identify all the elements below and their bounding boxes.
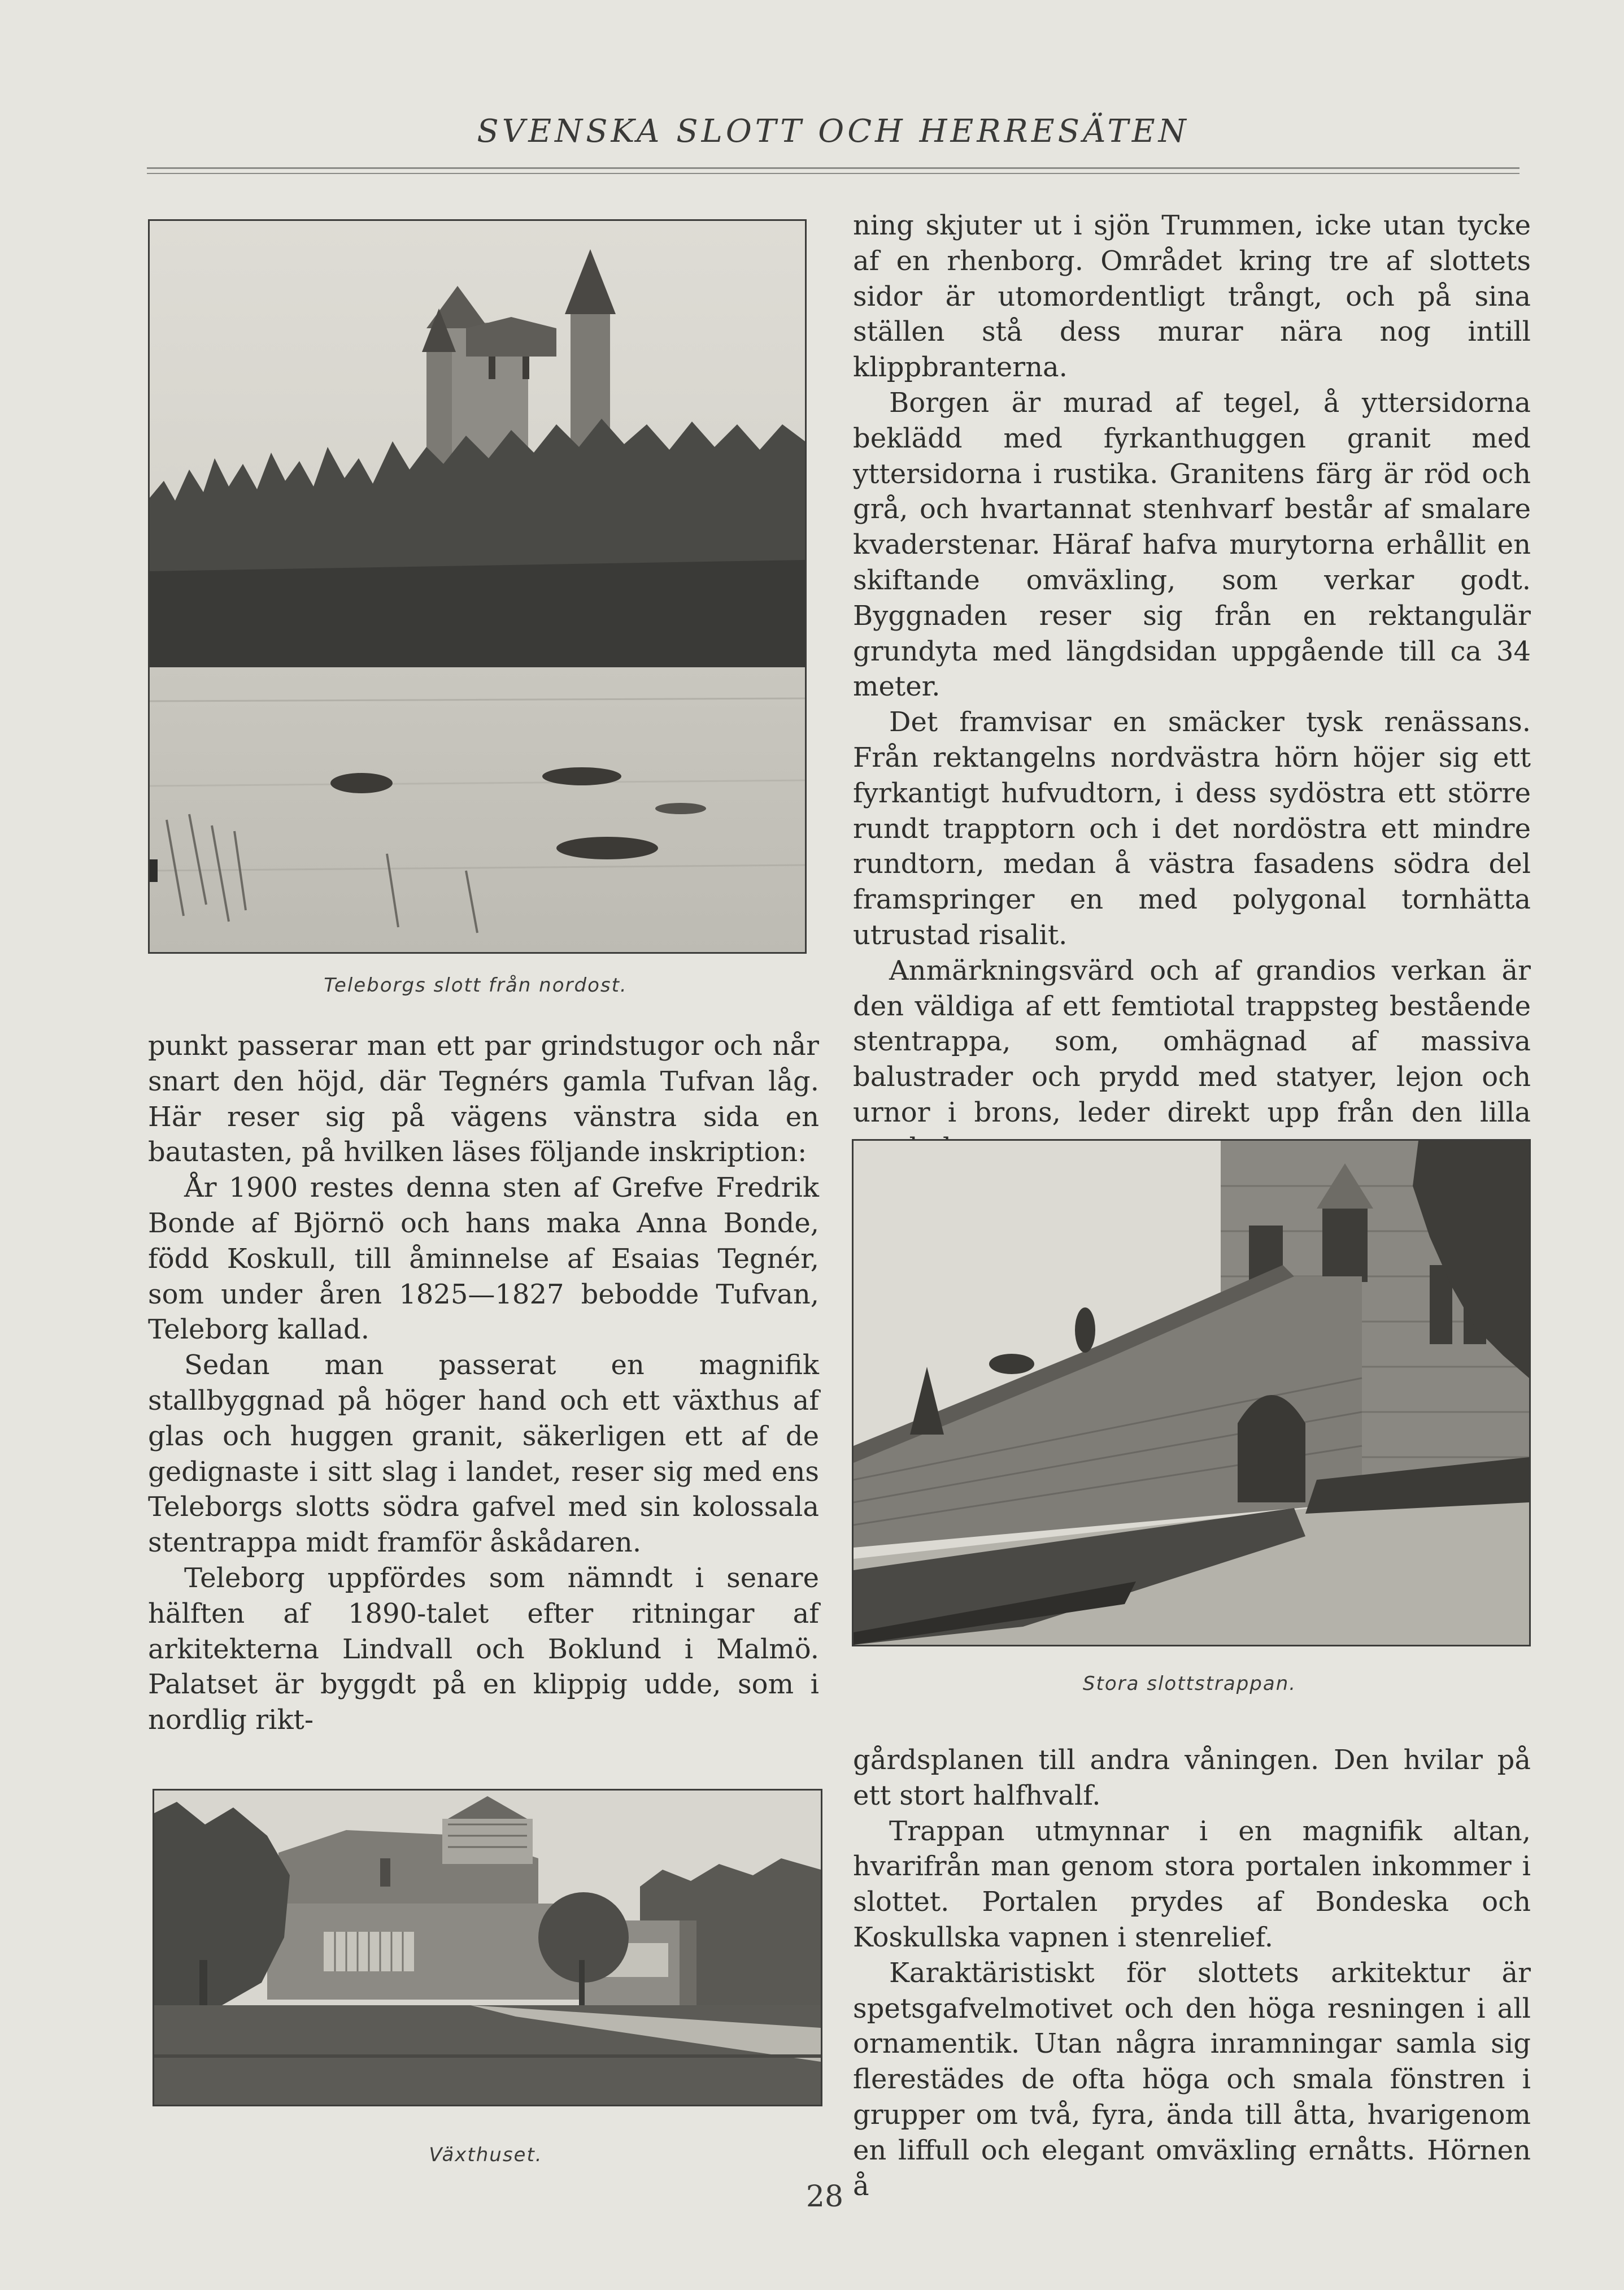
paragraph: Borgen är murad af tegel, å yttersidorna beklädd med fyrkanthuggen granit med yttersidorna i rustika. Granitens färg är röd och grå, och hvartannat stenhvarf består af smalare kvaderstenar. Häraf hafva murytorna erhållit en skiftande omväxling, som verkar godt. Byggnaden reser sig från en rektangulär grundyta med längdsidan uppgående till ca 34 meter. bbox=[853, 386, 1531, 703]
castle-caption: Teleborgs slott från nordost. bbox=[324, 974, 628, 997]
paragraph: Sedan man passerat en magnifik stallbyggnad på höger hand och ett växthus af glas och huggen granit, säkerligen ett af de gedignaste i sitt slag i landet, reser sig med ens Teleborgs slotts södra gafvel med sin kolossala stentrappa midt framför åskådaren. bbox=[148, 1349, 819, 1559]
running-title: SVENSKA SLOTT OCH HERRESÄTEN bbox=[477, 113, 1190, 150]
paragraph: Teleborg uppfördes som nämndt i senare hälften af 1890-talet efter ritningar af arkitekterna Lindvall och Boklund i Malmö. Palatset är byggdt på en klippig udde, som i nordlig rikt- bbox=[148, 1562, 819, 1736]
greenhouse-photo bbox=[153, 1789, 822, 2106]
paragraph: gårdsplanen till andra våningen. Den hvilar på ett stort halfhvalf. bbox=[853, 1744, 1531, 1811]
paragraph: Anmärkningsvärd och af grandios verkan är den väldiga af ett femtiotal trappsteg bestående stentrappa, som, omhägnad af massiva balustrader och prydd med statyer, lejon och urnor i brons, leder direkt upp från den lilla bbox=[853, 954, 1531, 1128]
staircase-caption: Stora slottstrappan. bbox=[1082, 1672, 1297, 1695]
right-column-top bbox=[853, 208, 1531, 1166]
staircase-photo bbox=[852, 1139, 1531, 1646]
paragraph: Det framvisar en smäcker tysk renässans. Från rektangelns nordvästra hörn höjer sig ett fyrkantigt hufvudtorn, i dess sydöstra ett större rundt trapptorn och i det nordöstra ett mindre rundtorn, medan å västra fasadens södra del framspringer en med polygonal tornhätta utrustad risalit. bbox=[853, 706, 1531, 951]
right-column-bottom bbox=[853, 1743, 1531, 2204]
castle-photo bbox=[148, 219, 807, 954]
paragraph: ning skjuter ut i sjön Trummen, icke utan tycke af en rhenborg. Området kring tre af slottets sidor är utomordentligt trångt, och på sina ställen stå dess murar nära nog intill klippbranterna. bbox=[853, 210, 1531, 384]
page-number: 28 bbox=[806, 2180, 844, 2214]
header-rule-thin bbox=[147, 173, 1519, 174]
paragraph: Trappan utmynnar i en magnifik altan, hvarifrån man genom stora portalen inkommer i slottet. Portalen prydes af Bondeska och Koskullska vapnen i stenrelief. bbox=[853, 1815, 1531, 1953]
paragraph: punkt passerar man ett par grindstugor och når snart den höjd, där Tegnérs gamla Tufvan låg. Här reser sig på vägens vänstra sida en bautasten, på hvilken läses följande inskription: bbox=[148, 1030, 819, 1168]
left-column bbox=[148, 1028, 819, 1738]
header-rule bbox=[147, 167, 1519, 169]
greenhouse-caption: Växthuset. bbox=[429, 2144, 543, 2166]
paragraph: Karaktäristiskt för slottets arkitektur är spetsgafvelmotivet och den höga resningen i all ornamentik. Utan några inramningar samla sig flerestädes de ofta höga och smala fönstren i grupper om två, fyra, ända till åtta, hvarigenom en liffull och elegant omväxling ernåtts. Hörnen å bbox=[853, 1957, 1531, 2202]
inscription-paragraph: År 1900 restes denna sten af Grefve Fredrik Bonde af Björnö och hans maka Anna Bonde, född Koskull, till åminnelse af Esaias Tegnér, som under åren 1825—1827 bebodde Tufvan, Teleborg kallad. bbox=[148, 1172, 819, 1346]
